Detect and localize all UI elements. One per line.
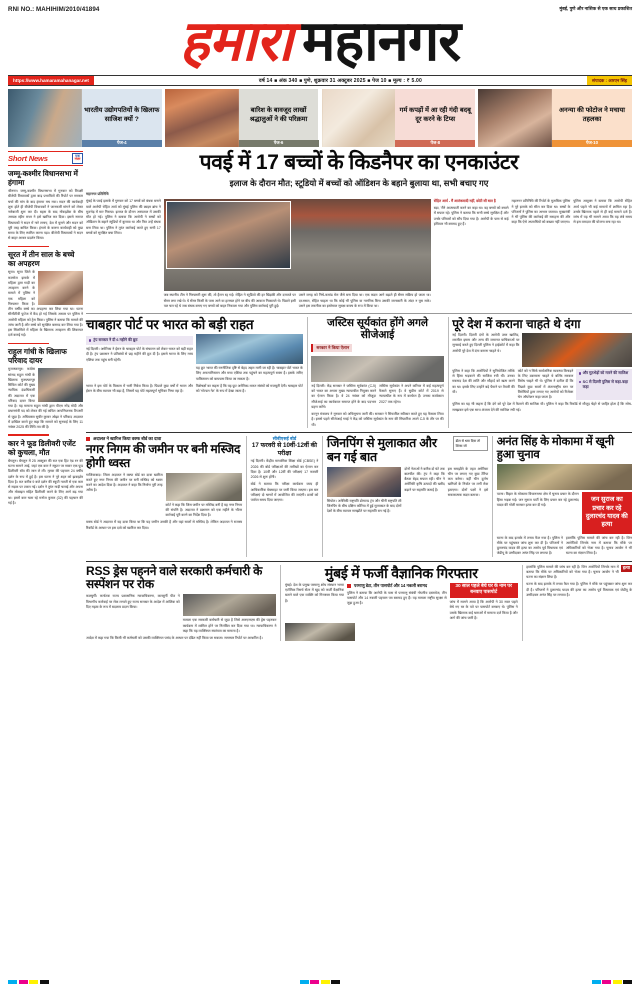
page-body	[0, 147, 640, 641]
publication-tagline: मुंबई, पुणे और नाशिक से एक साथ प्रकाशित	[559, 6, 632, 11]
teaser-item[interactable]	[8, 89, 162, 147]
masthead	[0, 0, 640, 86]
chabahar-story[interactable]	[86, 317, 303, 428]
lead-body-grid	[86, 199, 632, 309]
section-headline: मुंबई में फर्जी वैज्ञानिक गिरफ्तार	[324, 564, 478, 581]
short-news-text: सूरत। सूरत जिले के कामरेज इलाके में महिला द्वारा गाड़ी का अपहरण करने के मामले में पुलिस ने एक महिला को गिरफ्तार किया है। तीन वर्षीय बच्चे का अपहरण कर लिया गया था। घटना सीसीटीवी फुटेज में कैद हो गई जिसके आधार पर पुलिस ने आरोपी महिला को ट्रेस किया। पुलिस ने बताया कि मामले की जांच जारी है और बच्चे को सुरक्षित बरामद कर लिया गया है। इस सिलसिले में महिला के खिलाफ अपहरण की शिकायत दर्ज कराई गई।	[8, 270, 83, 338]
bullet-callout	[86, 336, 193, 345]
short-news-headline: राहुल गांधी के खिलाफ परिवाद दायर	[8, 346, 67, 366]
danga-bullet-box	[576, 369, 632, 401]
bullet-dot-icon	[579, 372, 581, 374]
lead-column: उसने जगह को निचे-कमांड मेरा जैसे बना दिया था। एक कदम आगे बढ़ाते ही सेंसर सक्रिय हो जाता था। दरअसल, रोहित चाहता था कि कोई भी पुलिस या नागरिक बिना उसकी जानकारी के अंदर न घुस सके। उसने इस तकनीक का इस्तेमाल सुरक्षा कवच के रूप में किया था।	[298, 293, 431, 308]
divider	[86, 313, 632, 314]
section-headline	[86, 565, 276, 593]
story-column: पुलिस ने बताया कि आरोपी के पास से परमाणु संबंधी गोपनीय दस्तावेज, तीन पासपोर्ट और 14 नकली पहचान पत्र बरामद हुए हैं। यह मामला राष्ट्रीय सुरक्षा से जुड़ा हुआ है।	[346, 590, 447, 606]
logo-word-mahanagar: महानगर	[301, 11, 461, 73]
short-news-item[interactable]	[8, 250, 83, 339]
story-column: घटना के बाद इलाके में तनाव फैल गया है। पुलिस ने मौके पर पहुंचकर जांच शुरू कर दी है। परिजनों ने दुलारचंद यादव की हत्या का आरोप पूर्व विधायक एवं जेडीयू के उम्मीदवार अनंत सिंह पर लगाया है।	[496, 535, 563, 556]
short-news-body: बेंगलुरु। बेंगलुरु में 25 अक्टूबर की रात एक हिट एंड रन की घटना सामने आई, जहां एक कार ने स्कूटर पर सवार एक फूड डिलीवरी बॉय की जान ले ली। मृतक की पहचान 24 वर्षीय दर्शन के रूप में हुई है। इस घटना ने पूरे शहर को झकझोर दिया है। रात करीब 9 बजे दर्शन की स्कूटी गलती से एक कार से सड़क पर टकरा गई। दर्शन ने तुरंत गाड़ी चलाई और अपना और मोबाइल सहित डिलीवरी करने के लिए आगे बढ़ गया था। इसमें कार चला रहे मनोज कुमार (32) की पहचान की गई है।	[8, 458, 83, 505]
magenta-mark	[19, 980, 28, 985]
lead-photo-block	[164, 199, 431, 309]
story-column: बोर्ड ने बताया कि परीक्षा कार्यक्रम जल्द ही आधिकारिक वेबसाइट पर जारी किया जाएगा। इस बार परीक्षाएं दो चरणों में आयोजित की जाएंगी। छात्रों को पर्याप्त समय दिया जाएगा।	[250, 482, 319, 503]
logo-word-hamara: हमारा	[179, 11, 292, 73]
story-subhead: 17 फरवरी से 10वीं-12वीं की परीक्षा	[251, 441, 318, 457]
cmyk-marks-left	[8, 980, 49, 985]
rss-headline-text: ड्रेस पहनने वाले सरकारी कर्मचारी के सस्पेंशन पर रोक	[86, 563, 263, 592]
lead-story[interactable]	[86, 151, 632, 309]
cyan-mark	[300, 980, 309, 985]
section-headline: पूरे देश में कराना चाहते थे दंगा	[452, 316, 581, 331]
story-column: भारत ने इस पोर्ट के विकास में भारी निवेश किया है। पिछले कुछ वर्षों में भारत और ईरान के बीच व्यापार भी बढ़ा है, जिसमें यह पोर्ट महत्वपूर्ण भूमिका निभा रहा है।	[86, 383, 193, 394]
black-mark	[623, 980, 632, 985]
lead-column: बड़ा, 'मैंने आत्मघाती करने का कहा था। वह बच्चों को बचाने में सफल रहे। पुलिस ने बताया कि सभी बच्चे सुरक्षित हैं और उनके परिवारों को सौंप दिया गया है। आरोपी के पास से कई हथियार भी बरामद हुए हैं।	[433, 206, 509, 226]
murder-badge: हत्या	[622, 565, 631, 571]
section-band-two	[86, 317, 632, 428]
story-column: मामला एक सरकारी कर्मचारी से जुड़ा है जिसे आरएसएस की ड्रेस पहनकर कार्यक्रम में शामिल होने पर निलंबित कर दिया गया था। न्यायाधिकरण ने कहा कि यह व्यक्तिगत स्वतंत्रता का मामला है।	[182, 618, 277, 633]
rss-photo	[183, 594, 277, 616]
teaser-text: गर्म कपड़ों में आ रही गंदी बदबू दूर करने के टिप्स	[395, 89, 475, 147]
story-column: कोर्ट ने कहा कि जिस जमीन पर मस्जिद बनी है वह नगर निगम की संपत्ति है। अदालत ने प्रशासन को एक महीने के भीतर कार्रवाई पूरी करने का निर्देश दिया है।	[165, 502, 243, 517]
jinping-story[interactable]	[327, 436, 488, 557]
story-column: नई दिल्ली। अमेरिका ने ईरान के चाबहार पोर्ट के संचालन को लेकर भारत को बड़ी राहत दी है। ट्रंप प्रशासन ने प्रतिबंधों से छह महीने की छूट दी है। इससे भारत के लिए मध्य एशिया तक पहुंच बनी रहेगी।	[86, 347, 193, 362]
ananya-photo	[478, 89, 552, 147]
story-column: नई दिल्ली। केंद्रीय माध्यमिक शिक्षा बोर्ड (CBSE) ने 2026 की बोर्ड परीक्षाओं की तारीखों का ऐलान कर दिया है। 10वीं और 12वीं की परीक्षाएं 17 फरवरी 2026 से शुरू होंगी।	[250, 459, 319, 480]
section-headline: चाबहार पोर्ट पर भारत को बड़ी राहत	[86, 316, 254, 332]
short-news-header	[8, 151, 83, 166]
cmyk-marks-center	[300, 980, 341, 985]
ek-nazar-badge	[72, 153, 83, 164]
lead-column: महानगर प्रतिनिधि की रिपोर्ट के मुताबिक पुलिस ने पूरे इलाके को सील कर दिया था। बच्चों के परिजनों ने पुलिस का आभार जताया। मुख्यमंत्री ने भी पुलिस की कार्रवाई की सराहना की और कहा कि ऐसे अपराधियों को बख्शा नहीं जाएगा।	[511, 199, 571, 225]
teaser-page-number: पेज-6	[239, 140, 319, 147]
cmyk-marks-right	[592, 980, 633, 985]
story-column: घटना के बाद इलाके में तनाव फैल गया है। पुलिस ने मौके पर पहुंचकर जांच शुरू कर दी है। परिजनों ने दुलारचंद यादव की हत्या का आरोप पूर्व विधायक एवं जेडीयू के उम्मीदवार अनंत सिंह पर लगाया है।	[526, 582, 633, 597]
studio-crowd-photo	[164, 199, 431, 291]
issue-details: वर्ष 14 ■ अंक 340 ■ पुणे, शुक्रवार 31 अक्टूबर 2025 ■ पेज 10 ■ मूल्य : ₹ 5.00	[258, 77, 422, 84]
lead-byline: महानगर प्रतिनिधि	[86, 192, 109, 197]
cbse-story[interactable]	[251, 436, 319, 557]
story-column: आदेश में कहा गया कि किसी भी कर्मचारी को उसकी व्यक्तिगत पसंद के आधार पर दंडित नहीं किया जा सकता। समाचार रिपोर्ट पर आधारित है।	[86, 636, 263, 640]
story-column: दोनों नेताओं ने करीब दो घंटे तक बातचीत की। ट्रंप ने कहा कि बैठक बेहद सफल रही। चीन ने अमेरिकी कृषि उत्पादों की खरीद बढ़ाने पर सहमति जताई है।	[404, 466, 445, 492]
story-column: सियोल। अमेरिकी राष्ट्रपति डोनाल्ड ट्रंप और चीनी राष्ट्रपति शी जिनपिंग के बीच दक्षिण कोरिया में हुई मुलाकात के बाद दोनों देशों के बीच व्यापार समझौते पर सहमति बन गई है।	[326, 498, 402, 514]
short-news-body: श्रीनगर। जम्मू-कश्मीर विधानसभा में गुरुवार को विपक्षी बीजेपी विधायकों द्वारा बाढ़ प्रभावितों की रिपोर्ट पर सरकार चर्चा की मांग के बाद हंगामा मच गया। सदन की कार्यवाही शुरू होते ही बीजेपी विधायकों ने जानकारी मांगने को लेकर नारेबाजी शुरू कर दी। बहस के बाद नोंकझोंक के बीच अध्यक्ष रहीम राथर ने इसे खारिज कर दिया। इससे नाराज विधायकों ने सदन में नारे लगाए, देश में घुसने और सदन को पूरी तरह बाधित किया। हंगामे के कारण कार्यवाही को कुछ समय के लिए स्थगित करना पड़ा। बीजेपी विधायकों ने सदन से बाहर आकर प्रदर्शन किया।	[8, 189, 83, 241]
newspaper-logo	[8, 11, 632, 73]
story-column: कोर्ट को न सिर्फ सार्वजनिक व्यवस्था बिगाड़ने के लिए उकसाना चाहते थे बल्कि सरकार विरोध चाहते भी थे। पुलिस ने दलील दी कि पिछले कुछ सालों में अंतरराष्ट्रीय स्तर पर विरोधियों द्वारा लगाए गए आरोपों को रिजेक्ट चेन ऑपरेशन कहा जाता है।	[517, 368, 574, 400]
modi-trump-photo	[8, 89, 82, 147]
rohit-arya-portrait	[166, 201, 291, 269]
photo-caption-red: रोहित आर्य - मैं आतंकवादी नहीं, छोटी सी बात है	[433, 199, 496, 204]
lead-headline: पवई में 17 बच्चों के किडनैपर का एनकाउंटर	[199, 151, 519, 174]
black-mark	[331, 980, 340, 985]
story-tag: सरकार ने किया ऐलान	[311, 344, 352, 352]
lead-caption-block	[434, 199, 509, 309]
column-separator	[280, 565, 281, 642]
story-column: यह छूट भारत की रणनीतिक दृष्टि से बेहद अहम मानी जा रही है। चाबहार पोर्ट भारत के लिए अफगानिस्तान और मध्य एशिया तक पहुंचने का महत्वपूर्ण रास्ता है। इसके जरिए पाकिस्तान को बायपास किया जा सकता है।	[195, 366, 303, 381]
teaser-item[interactable]	[478, 89, 632, 147]
story-column: इस समझौते के तहत अमेरिका चीन पर लगाए गए कुछ टैरिफ कम करेगा। वहीं चीन दुर्लभ खनिजों के निर्यात पर लगी रोक हटाएगा। दोनों पक्षों ने इसे सकारात्मक कदम बताया।	[447, 466, 489, 497]
black-mark	[40, 980, 49, 985]
short-news-headline: जम्मू-कश्मीर विधानसभा में हंगामा	[8, 168, 78, 187]
teaser-page-number: पेज-4	[82, 140, 162, 147]
badge-line-1: एक	[75, 153, 80, 158]
badge-line-2: नजर	[74, 157, 81, 162]
anant-continuation[interactable]	[526, 565, 632, 642]
teaser-item[interactable]	[165, 89, 319, 147]
lead-column: पुलिस आयुक्त ने बताया कि आरोपी रोहित आर्य पहले भी कई मामलों में शामिल रहा है। उसके खिलाफ पहले से ही कई मामले दर्ज हैं। जांच में यह भी सामने आया कि वह लंबे समय से इस वारदात की योजना बना रहा था।	[573, 199, 633, 225]
short-news-headline: सूरत में तीन साल के बच्चे का अपहरण	[8, 249, 75, 269]
website-url[interactable]: https://www.hamaramahanagar.net	[8, 76, 94, 85]
rss-story[interactable]	[86, 565, 276, 642]
section-headline: नगर निगम की जमीन पर बनी मस्जिद होगी ध्वस्त	[86, 441, 241, 470]
leaders-photo	[327, 467, 402, 497]
lead-column: जब स्थानीय टीम ने गिरफ्तारी शुरू की, तो हैरान रह गई। रोहित ने स्टूडियो की हर खिड़की और दरवाजे पर सेंसर लगा रखे थे। ये सेंसर किसी के पास आने या हलचल होने पर बीप की आवाज निकालते थे। पिछले इसी पल चल रहे थे जब बंधक बनाए गए बच्चों को बाहर निकाला गया और पुलिस कार्रवाई पूरी हुई।	[163, 293, 296, 308]
teaser-text: अनन्या की फोटोज ने मचाया तहलका	[552, 89, 632, 147]
registration-marks-bar	[0, 980, 640, 985]
divider	[86, 432, 632, 433]
bullet-dot-icon	[89, 339, 91, 341]
mosque-photo	[166, 473, 243, 501]
section-headline: जस्टिस सूर्यकांत होंगे अगले सीजेआई	[327, 316, 428, 342]
short-news-text: मुजफ्फरपुर। कांग्रेस सांसद राहुल गांधी के खिलाफ मुजफ्फरपुर सिविल कोर्ट की मुख्य न्यायिक दंडाधिकारी की अदालत में एक परिवाद दायर किया गया है। यह मामला राहुल गांधी द्वारा पीएम नरेंद्र मोदी और प्रधानमंत्री पद को लेकर की गई कथित आपत्तिजनक टिप्पणी से जुड़ा है। अधिवक्ता सुधीर कुमार ओझा ने परिवाद अदालत में दाखिल करते हुए कहा कि मामले को सुनवाई के लिए 11 नवंबर 2025 की तिथि तय की है।	[8, 367, 83, 429]
lead-column: मुंबई के पवई इलाके में गुरुवार को 17 बच्चों को बंधक बनाने वाले आरोपी रोहित आर्य को मुंबई पुलिस की क्राइम ब्रांच ने मुठभेड़ में मार गिराया। इलाज के दौरान अस्पताल में उसकी मौत हो गई। पुलिस ने बताया कि आरोपी ने बच्चों को ऑडिशन के बहाने स्टूडियो में बुलाया था और फिर उन्हें बंधक बना लिया था। पुलिस ने तुरंत कार्रवाई करते हुए सभी 17 बच्चों को सुरक्षित बचा लिया।	[86, 199, 161, 235]
red-square-icon	[86, 437, 90, 441]
story-column: पटना। बिहार के मोकामा विधानसभा क्षेत्र में चुनाव प्रचार के दौरान हिंसा भड़क गई। जन सुराज पार्टी के लिए प्रचार कर रहे दुलारचंद यादव की गोली मारकर हत्या कर दी गई।	[496, 492, 579, 507]
bullet-dot-icon	[579, 381, 581, 383]
story-column: मुंबई। देश के प्रमुख परमाणु शोध संस्थान भाभा एटॉमिक रिसर्च सेंटर में खुद को फर्जी वैज्ञानिक बताने वाले एक व्यक्ति को गिरफ्तार किया गया है।	[284, 582, 344, 603]
story-column: नई दिल्ली। दिल्ली दंगों के आरोपी उमर खालिद, शरजील इमाम और अन्य की जमानत याचिकाओं पर सुनवाई करते हुए दिल्ली पुलिस ने हाईकोर्ट में कहा कि आरोपी पूरे देश में दंगा कराना चाहते थे।	[452, 332, 520, 353]
yellow-mark	[29, 980, 38, 985]
story-kicker: अदालत ने खारिज किया वक्फ बोर्ड का दावा	[93, 435, 162, 441]
short-news-item[interactable]	[8, 439, 83, 507]
rss-acronym: RSS	[86, 563, 111, 578]
teaser-strip	[0, 86, 640, 147]
rni-number: RNI NO.: MAHIHIM/2010/41894	[8, 6, 100, 13]
story-column: हालांकि पुलिस मामले की जांच कर रही है। जिन आरोपियों जिनके नाम में बताया कि मौके पर अधिकारियों को भेजा गया है। चुनाव आयोग ने भी घटना का संज्ञान लिया है।	[565, 535, 632, 556]
story-column: जस्टिस सूर्यकांत ने अपने करियर में कई महत्वपूर्ण फैसले सुनाए हैं। वे सुप्रीम कोर्ट में 2019 से न्यायाधीश के रूप में कार्यरत हैं। उनका कार्यकाल 2027 तक रहेगा।	[379, 383, 444, 404]
story-column: पुलिस का यह भी कहना है कि दंगे को पूरे देश में फैलाने की साजिश थी। पुलिस ने कहा कि रिकॉर्ड से मौजूद चेहरे से जाहिर होता है कि सोच-समझकर इसे एक साथ अंजाम देने की साजिश रची गई।	[452, 402, 632, 412]
column-separator	[448, 317, 449, 428]
bullet-text: SC से दिल्ली पुलिस से कहा-कहा कहा	[582, 379, 628, 389]
column-separator	[246, 436, 247, 557]
chabahar-port-photo	[196, 334, 303, 364]
section-headline: अनंत सिंह के मोकामा में खूनी हुआ चुनाव	[496, 435, 614, 462]
short-news-item[interactable]	[8, 347, 83, 430]
masthead-info-bar	[8, 75, 632, 86]
column-separator	[307, 317, 308, 428]
baby-photo	[38, 271, 83, 305]
short-news-headline: कार ने फूड डिलीवरी एजेंट को कुचला, मौत	[8, 438, 76, 457]
section-headline: जिनपिंग से मुलाकात और बन गई बात	[326, 435, 437, 465]
vote-photo	[497, 464, 632, 490]
section-band-four	[86, 565, 632, 642]
teaser-page-number: पेज-10	[552, 140, 632, 147]
red-square-icon	[347, 584, 351, 588]
divider	[8, 246, 49, 247]
anant-red-callout: जन सुराज का प्रचार कर रहे दुलारचंद यादव की हत्या	[582, 492, 632, 533]
anant-story[interactable]	[497, 436, 632, 557]
divider	[86, 561, 632, 562]
story-column: कानून मंत्रालय ने गुरुवार को अधिसूचना जारी की। सरकार ने सिफारिश स्वीकार करते हुए यह फैसला लिया है। इससे पहले सीजेआई गवई ने केंद्र को जस्टिस सूर्यकांत के नाम की सिफारिश अपने CJI के तौर पर की थी।	[311, 412, 444, 427]
clothes-photo	[322, 89, 396, 147]
story-column: वक्फ बोर्ड ने अदालत में यह दावा किया था कि यह जमीन उसकी है और यहां सालों से मस्जिद है। लेकिन अदालत ने राजस्व रिकॉर्ड के आधार पर इस दावे को खारिज कर दिया।	[86, 520, 243, 530]
divider	[8, 343, 49, 344]
story-column: जांच में सामने आया है कि आरोपी ने 30 साल पहले बेचे गए घर के पते पर पासपोर्ट बनवाए थे। पुलिस ने उसके खिलाफ कई धाराओं में मामला दर्ज किया है और आगे की जांच जारी है।	[449, 600, 518, 620]
short-news-label: Short News	[8, 153, 48, 163]
short-news-body	[8, 270, 83, 338]
column-separator	[492, 436, 493, 557]
teaser-page-number: पेज-8	[395, 140, 475, 147]
scientist-story[interactable]	[285, 565, 518, 642]
short-news-item[interactable]	[8, 169, 83, 242]
scientist-photo	[285, 623, 355, 641]
main-content	[86, 151, 632, 641]
cyan-mark	[592, 980, 601, 985]
editor-name: संपादक : आरएन सिंह	[587, 76, 632, 85]
teaser-text: बारिश के बावजूद लाखों श्रद्धालुओं ने की परिक्रमा	[239, 89, 319, 147]
lead-subheadline: इलाज के दौरान मौत; स्टूडियो में बच्चों को ऑडिशन के बहाने बुलाया था, सभी बचाए गए	[229, 178, 489, 189]
column-separator	[322, 436, 323, 557]
teaser-text: भारतीय उद्योगपतियों के खिलाफ साजिश क्यों ?	[82, 89, 162, 147]
story-tag: परमाणु डेटा, तीन पासपोर्ट और 14 नकली बरामद	[353, 582, 428, 588]
yellow-mark	[613, 980, 622, 985]
story-column: विशेषज्ञों का कहना है कि यह छूट अमेरिका-भारत संबंधों को मजबूती देगी। चाबहार पोर्ट को 'गोल्डन गेट' के रूप में देखा जाता है।	[195, 383, 303, 394]
cji-photo	[311, 356, 443, 382]
story-column: नई दिल्ली। केंद्र सरकार ने जस्टिस सूर्यकांत (CJI) को भारत का अगला मुख्य न्यायाधीश नियुक्त करने का ऐलान किया है। वे 24 नवंबर को मौजूदा सीजेआई का कार्यकाल समाप्त होने के बाद पदभार ग्रहण करेंगे।	[311, 383, 377, 409]
short-news-column	[8, 151, 83, 641]
story-column: पुलिस ने कहा कि आरोपियों ने सुनियोजित तरीके से हिंसा भड़काने की साजिश रची थी। उनका मकसद देश की शांति और सौहार्द को खत्म करने का था। इसके लिए उन्होंने बड़े पैमाने पर तैयारी की थी।	[452, 368, 515, 394]
cyan-mark	[8, 980, 17, 985]
section-band-three	[86, 436, 632, 557]
bullet-text: और मुठभेड़ों को मारने की साजिश	[582, 371, 629, 376]
masjid-story[interactable]	[86, 436, 242, 557]
cji-story[interactable]	[311, 317, 443, 428]
story-column: हालांकि पुलिस मामले की जांच कर रही है। जिन आरोपियों जिनके नाम में बताया कि मौके पर अधिकारियों को भेजा गया है। चुनाव आयोग ने भी घटना का संज्ञान लिया है।	[526, 564, 619, 580]
column-separator	[522, 565, 523, 642]
story-column: गाजियाबाद। जिला अदालत ने वक्फ बोर्ड का दावा खारिज करते हुए नगर निगम की जमीन पर बनी मस्जिद को ध्वस्त करने का आदेश दिया है। अदालत ने कहा कि निर्माण पूरी तरह अवैध है।	[86, 472, 163, 493]
magenta-mark	[310, 980, 319, 985]
jinping-side-note: डील से धमा दिया तो शिफ्ट जो	[453, 436, 488, 452]
magenta-mark	[602, 980, 611, 985]
rahul-photo	[38, 368, 83, 402]
yellow-mark	[321, 980, 330, 985]
story-column: कलबुर्गी। कर्नाटक राज्य प्रशासनिक न्यायाधिकरण, कलबुर्गी पीठ ने विभागीय कार्रवाई पर रोक लगाते हुए राज्य सरकार के आदेश में आंशिक को दिए महत्व के रूप में बदलाव प्रदान किया।	[86, 594, 180, 609]
danga-story[interactable]	[452, 317, 632, 428]
bullet-text: ट्रंप सरकार ने दी 6 महीने की छूट	[93, 338, 138, 343]
divider	[8, 434, 49, 435]
story-kicker-blue: सीबीएसई बोर्ड	[272, 435, 297, 441]
teaser-item[interactable]	[322, 89, 476, 147]
short-news-body	[8, 367, 83, 430]
riot-photo	[522, 333, 632, 367]
crowd-photo	[165, 89, 239, 147]
scientist-red-badge: 30 साल पहले बेचे घर के नाम पर बनवाए पासपोर्ट	[450, 583, 518, 598]
